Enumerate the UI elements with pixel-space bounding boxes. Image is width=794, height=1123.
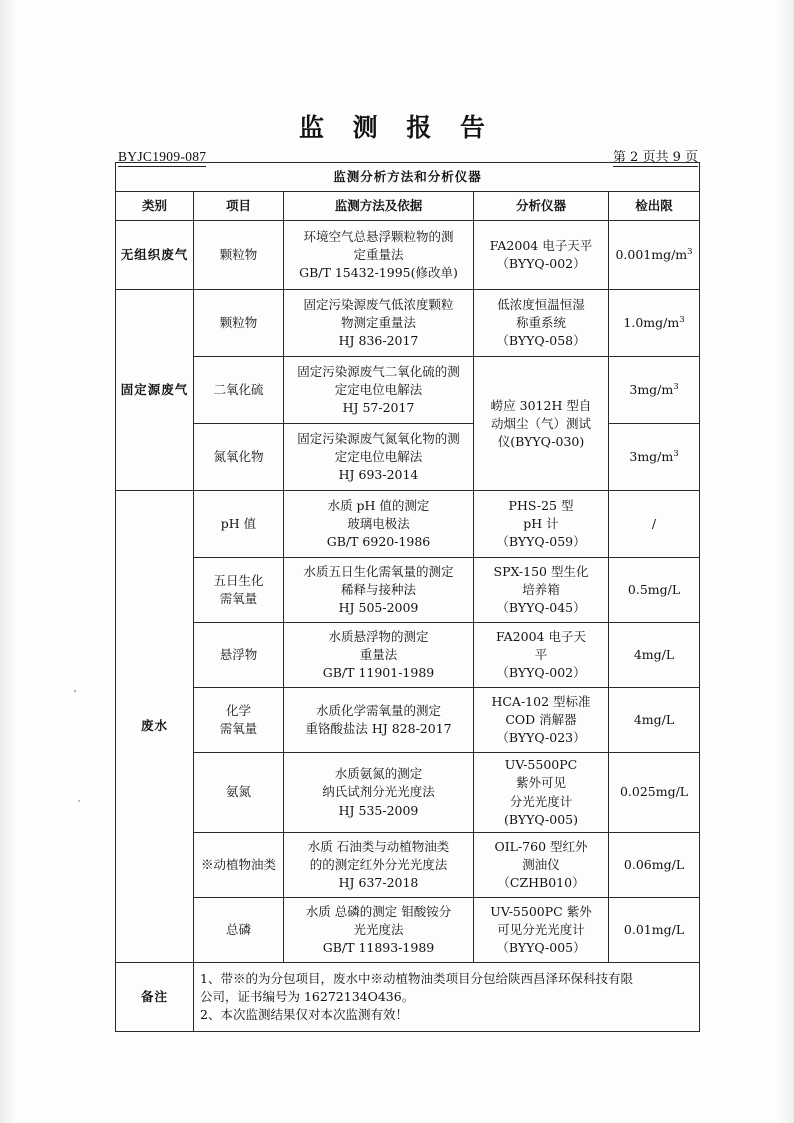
row-limit: 0.025mg/L (609, 753, 700, 833)
row-limit: 4mg/L (609, 623, 700, 688)
row-method: 水质 pH 值的测定 玻璃电极法 GB/T 6920-1986 (284, 491, 474, 558)
row-method: 水质五日生化需氧量的测定 稀释与接种法 HJ 505-2009 (284, 558, 474, 623)
remark-row (116, 962, 700, 1031)
row-instrument: PHS-25 型 pH 计 （BYYQ-059） (474, 491, 609, 558)
column-header-item: 项目 (194, 192, 284, 221)
table-row (116, 491, 700, 558)
row-instrument: HCA-102 型标准 COD 消解器 （BYYQ-023） (474, 688, 609, 753)
row-limit: 0.5mg/L (609, 558, 700, 623)
column-header-category: 类别 (116, 192, 194, 221)
row-instrument: 低浓度恒温恒湿 称重系统 （BYYQ-058） (474, 290, 609, 357)
analysis-methods-table (115, 162, 700, 1032)
report-number: BYJC1909-087 (118, 149, 206, 167)
column-header-method: 监测方法及依据 (284, 192, 474, 221)
table-row (116, 357, 700, 424)
row-limit: $0.001mg/m^3$ (609, 221, 700, 290)
row-item: 氮氧化物 (194, 424, 284, 491)
row-limit: $3mg/m^3$ (609, 424, 700, 491)
table-row (116, 897, 700, 962)
table-row (116, 753, 700, 833)
page-indicator: 第 2 页共 9 页 (613, 146, 698, 167)
row-category: 无组织废气 (116, 221, 194, 290)
row-item: 总磷 (194, 897, 284, 962)
row-item: 颗粒物 (194, 290, 284, 357)
row-limit: 0.01mg/L (609, 897, 700, 962)
row-method: 水质悬浮物的测定 重量法 GB/T 11901-1989 (284, 623, 474, 688)
row-limit: / (609, 491, 700, 558)
row-instrument: FA2004 电子天 平 （BYYQ-002） (474, 623, 609, 688)
row-item: 颗粒物 (194, 221, 284, 290)
table-header-row (116, 192, 700, 221)
table-row (116, 424, 700, 491)
row-instrument: 崂应 3012H 型自 动烟尘（气）测试 仪(BYYQ-030) (474, 357, 609, 491)
table-row (116, 221, 700, 290)
row-limit: 4mg/L (609, 688, 700, 753)
row-method: 固定污染源废气二氧化硫的测 定定电位电解法 HJ 57-2017 (284, 357, 474, 424)
column-header-instrument: 分析仪器 (474, 192, 609, 221)
row-method: 水质 总磷的测定 钼酸铵分 光光度法 GB/T 11893-1989 (284, 897, 474, 962)
page-title: 监 测 报 告 (298, 113, 496, 142)
row-limit: 0.06mg/L (609, 832, 700, 897)
row-item: 二氧化硫 (194, 357, 284, 424)
scan-speck (74, 690, 76, 692)
table-row (116, 558, 700, 623)
row-category: 固定源废气 (116, 290, 194, 491)
row-limit: $3mg/m^3$ (609, 357, 700, 424)
scan-speck (78, 800, 80, 802)
row-item: ※动植物油类 (194, 832, 284, 897)
row-instrument: UV-5500PC 紫外可见 分光光度计 (BYYQ-005) (474, 753, 609, 833)
row-method: 环境空气总悬浮颗粒物的测 定重量法 GB/T 15432-1995(修改单) (284, 221, 474, 290)
table-row (116, 688, 700, 753)
row-item: 氨氮 (194, 753, 284, 833)
table-title: 监测分析方法和分析仪器 (116, 163, 700, 192)
table-title-row (116, 163, 700, 192)
remark-body: 1、带※的为分包项目，废水中※动植物油类项目分包给陕西昌泽环保科技有限 公司，证书编号为 16272134O436。 2、本次监测结果仅对本次监测有效！ (194, 962, 700, 1031)
row-category: 废水 (116, 491, 194, 963)
scan-edge-left (0, 0, 16, 1123)
remark-label: 备注 (116, 962, 194, 1031)
row-method: 水质氨氮的测定 纳氏试剂分光光度法 HJ 535-2009 (284, 753, 474, 833)
table-row (116, 290, 700, 357)
row-item: pH 值 (194, 491, 284, 558)
row-method: 水质化学需氧量的测定 重铬酸盐法 HJ 828-2017 (284, 688, 474, 753)
row-instrument: UV-5500PC 紫外 可见分光光度计 （BYYQ-005） (474, 897, 609, 962)
row-method: 固定污染源废气氮氧化物的测 定定电位电解法 HJ 693-2014 (284, 424, 474, 491)
row-limit: $1.0mg/m^3$ (609, 290, 700, 357)
table-row (116, 623, 700, 688)
row-item: 五日生化 需氧量 (194, 558, 284, 623)
row-method: 固定污染源废气低浓度颗粒 物测定重量法 HJ 836-2017 (284, 290, 474, 357)
row-instrument: OIL-760 型红外 测油仪 （CZHB010） (474, 832, 609, 897)
row-instrument: SPX-150 型生化 培养箱 （BYYQ-045） (474, 558, 609, 623)
row-item: 悬浮物 (194, 623, 284, 688)
scan-edge-right (776, 0, 794, 1123)
table-row (116, 832, 700, 897)
column-header-limit: 检出限 (609, 192, 700, 221)
row-instrument: FA2004 电子天平 （BYYQ-002） (474, 221, 609, 290)
row-item: 化学 需氧量 (194, 688, 284, 753)
row-method: 水质 石油类与动植物油类 的的测定红外分光光度法 HJ 637-2018 (284, 832, 474, 897)
